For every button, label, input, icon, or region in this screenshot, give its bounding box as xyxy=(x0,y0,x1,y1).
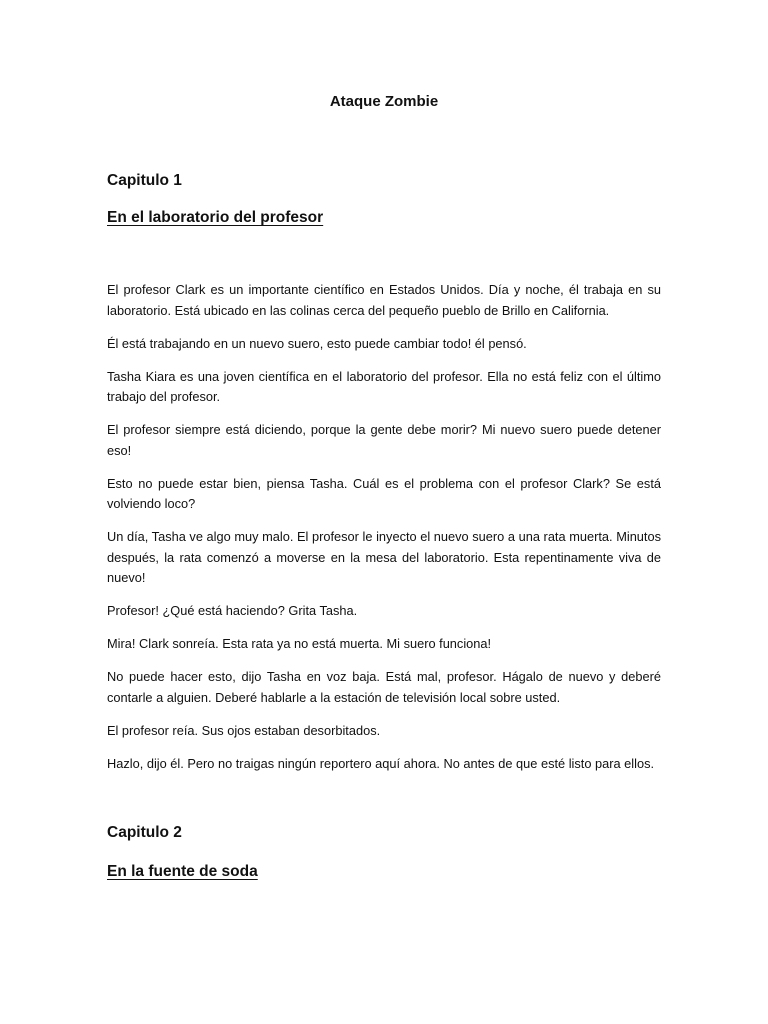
paragraph: El profesor reía. Sus ojos estaban desorbitados. xyxy=(107,722,381,738)
paragraph: Él está trabajando en un nuevo suero, esto puede cambiar todo! él pensó. xyxy=(107,335,527,351)
paragraph: El profesor siempre está diciendo, porque la gente debe morir? Mi nuevo suero puede detener eso! xyxy=(107,422,661,458)
paragraph: Tasha Kiara es una joven científica en el laboratorio del profesor. Ella no está feliz con el último trabajo del profesor. xyxy=(107,368,661,404)
paragraph: Profesor! ¿Qué está haciendo? Grita Tasha. xyxy=(107,603,358,618)
paragraph: El profesor Clark es un importante científico en Estados Unidos. Día y noche, él trabaja en su laboratorio. Está ubicado en las colinas cerca del pequeño pueblo de Brillo en California. xyxy=(107,282,661,318)
paragraph: Esto no puede estar bien, piensa Tasha. Cuál es el problema con el profesor Clark? Se está volviendo loco? xyxy=(107,475,661,511)
paragraph: Un día, Tasha ve algo muy malo. El profesor le inyecto el nuevo suero a una rata muerta. Minutos después, la rata comenzó a moverse en la mesa del laboratorio. Esta repentinamente viva de nuevo! xyxy=(107,529,661,585)
chapter-2-subtitle: En la fuente de soda xyxy=(107,863,258,880)
chapter-1-subtitle: En el laboratorio del profesor xyxy=(107,209,324,226)
document-title: Ataque Zombie xyxy=(329,93,439,110)
paragraph: Hazlo, dijo él. Pero no traigas ningún reportero aquí ahora. No antes de que esté listo para ellos. xyxy=(107,755,655,771)
paragraph: No puede hacer esto, dijo Tasha en voz baja. Está mal, profesor. Hágalo de nuevo y deberé contarle a alguien. Deberé hablarle a la estación de televisión local sobre usted. xyxy=(107,669,661,705)
chapter-1-heading: Capitulo 1 xyxy=(107,172,182,189)
paragraph: Mira! Clark sonreía. Esta rata ya no está muerta. Mi suero funciona! xyxy=(107,636,492,651)
chapter-2-heading: Capitulo 2 xyxy=(107,824,182,841)
chapter-1-body xyxy=(107,280,661,787)
